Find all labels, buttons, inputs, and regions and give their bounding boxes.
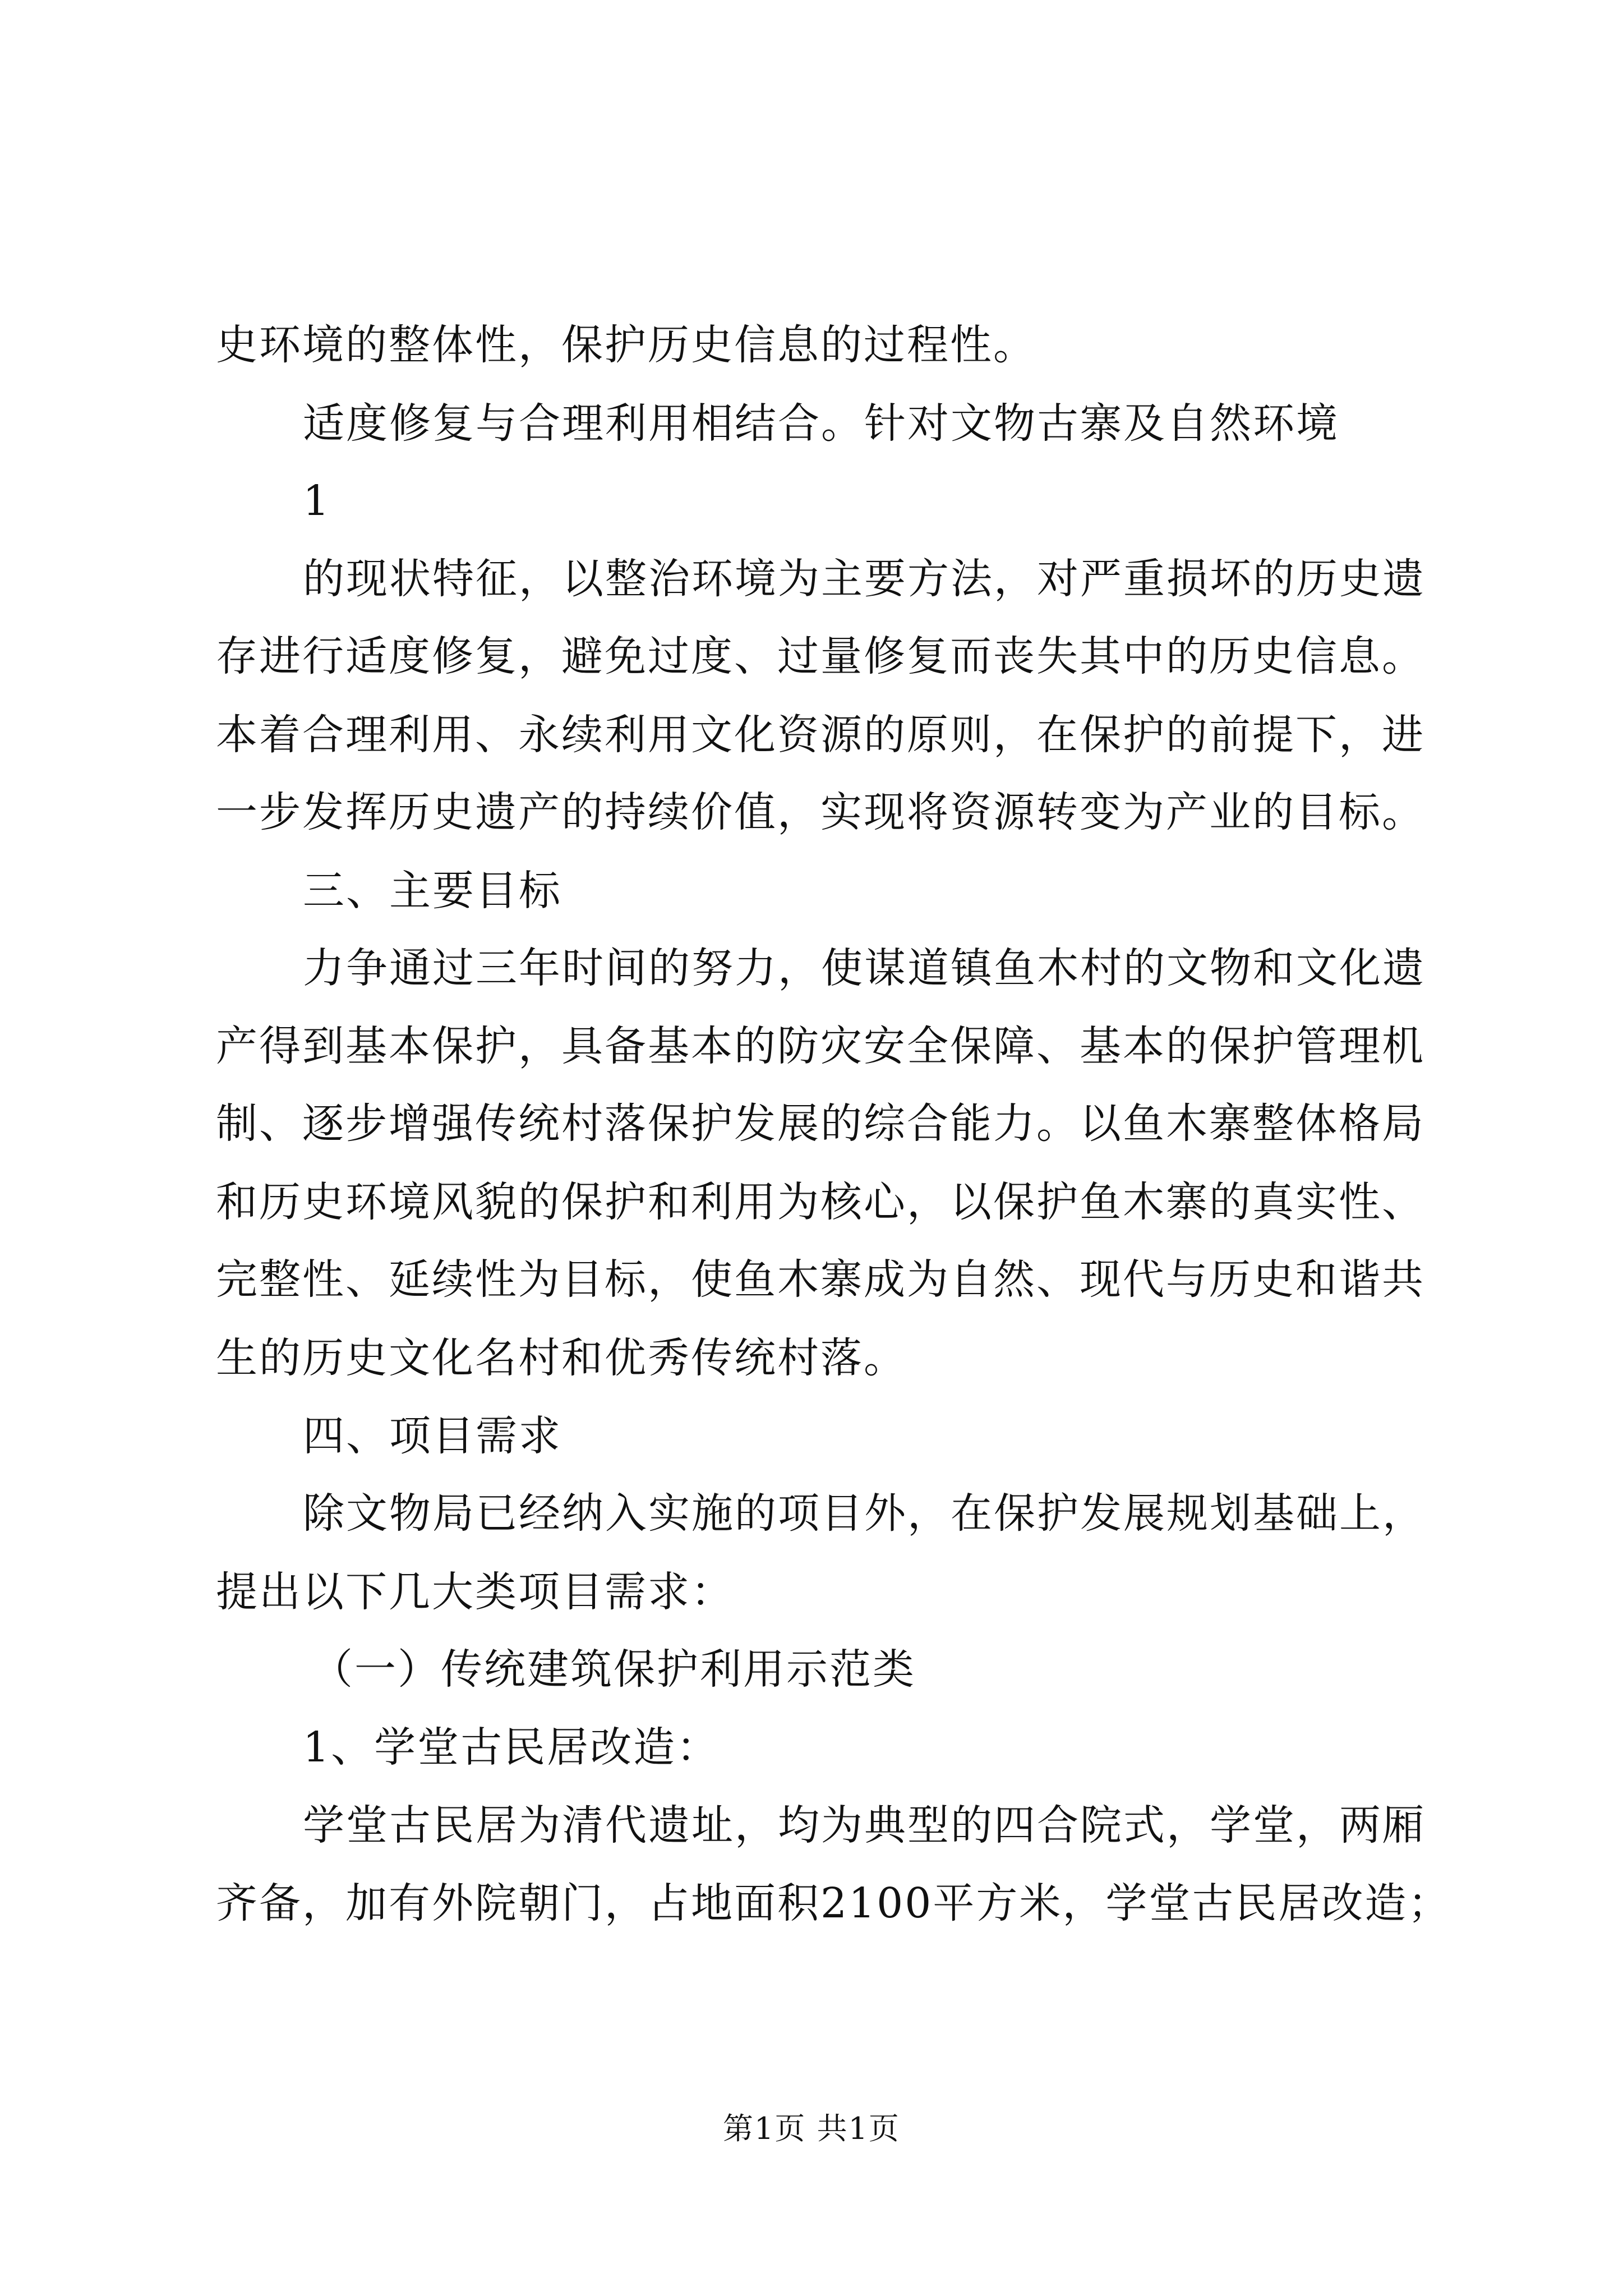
page-footer: 第1页 共1页	[723, 2111, 900, 2146]
text-line: 适度修复与合理利用相结合。针对文物古寨及自然环境	[303, 399, 1339, 448]
section-heading: 三、主要目标	[303, 867, 562, 915]
text-line: 史环境的整体性，保护历史信息的过程性。	[216, 321, 1036, 369]
text-line: 提出以下几大类项目需求：	[216, 1568, 734, 1616]
text-line: 存进行适度修复，避免过度、过量修复而丧失其中的历史信息。	[216, 632, 1425, 680]
text-line: 产得到基本保护，具备基本的防灾安全保障、基本的保护管理机	[216, 1022, 1425, 1070]
text-line: 的现状特征，以整治环境为主要方法，对严重损坏的历史遗	[303, 555, 1426, 603]
text-line: 制、逐步增强传统村落保护发展的综合能力。以鱼木寨整体格局	[216, 1099, 1425, 1148]
text-line: 完整性、延续性为目标，使鱼木寨成为自然、现代与历史和谐共	[216, 1255, 1425, 1304]
item-heading: 1、学堂古民居改造：	[303, 1723, 720, 1772]
text-line: 齐备，加有外院朝门，占地面积2100平方米，学堂古民居改造；	[216, 1879, 1451, 1927]
text-line: 学堂古民居为清代遗址，均为典型的四合院式，学堂，两厢	[303, 1801, 1426, 1849]
text-line: 本着合理利用、永续利用文化资源的原则，在保护的前提下，进	[216, 711, 1425, 759]
text-line: 力争通过三年时间的努力，使谋道镇鱼木村的文物和文化遗	[303, 944, 1426, 992]
section-heading: 四、项目需求	[303, 1412, 562, 1460]
subsection-heading: （一）传统建筑保护利用示范类	[311, 1645, 916, 1694]
page-number-marker: 1	[303, 477, 331, 525]
text-line: 一步发挥历史遗产的持续价值，实现将资源转变为产业的目标。	[216, 788, 1425, 836]
text-line: 和历史环境风貌的保护和利用为核心，以保护鱼木寨的真实性、	[216, 1178, 1425, 1226]
text-line: 除文物局已经纳入实施的项目外，在保护发展规划基础上，	[303, 1489, 1426, 1538]
text-line: 生的历史文化名村和优秀传统村落。	[216, 1334, 907, 1382]
